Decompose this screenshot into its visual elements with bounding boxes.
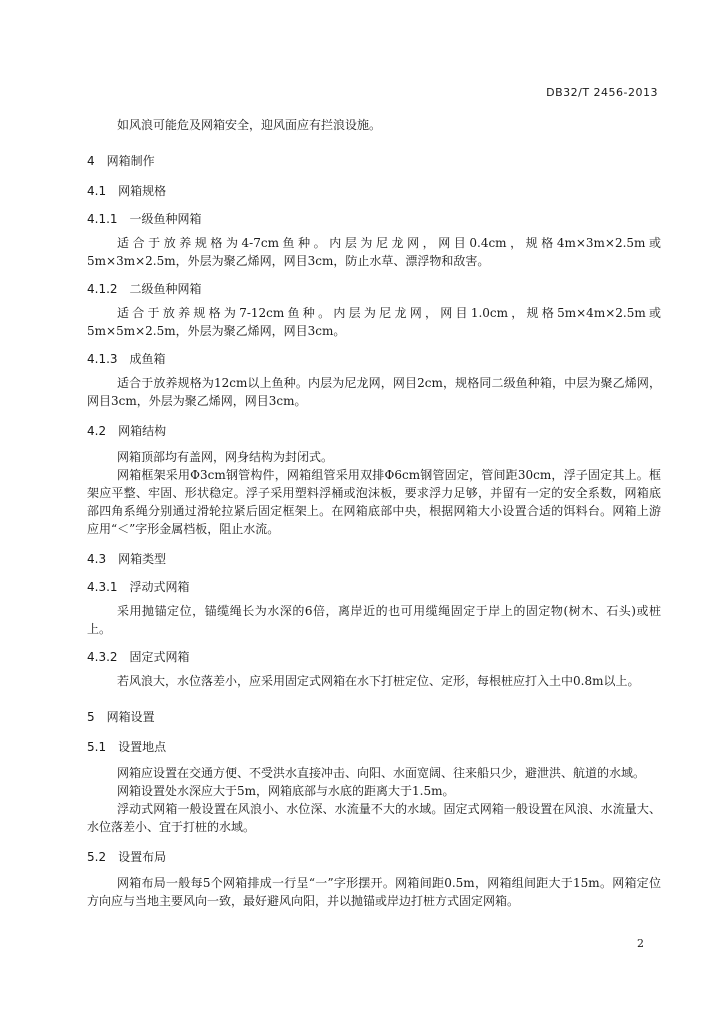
heading-number: 4.3.1 [87, 580, 118, 594]
paragraph-5-1-a: 网箱应设置在交通方便、不受洪水直接冲击、向阳、水面宽阔、往来船只少，避泄洪、航道的水域。 [117, 766, 646, 780]
heading-title: 网箱设置 [106, 710, 155, 724]
heading-number: 4.2 [87, 424, 107, 438]
heading-number: 4.1.2 [87, 282, 118, 296]
heading-title: 网箱规格 [118, 184, 167, 198]
heading-4-1-3 [87, 350, 661, 368]
heading-number: 5.2 [87, 850, 107, 864]
heading-number: 4.1.3 [87, 352, 118, 366]
heading-number: 4.1.1 [87, 212, 118, 226]
heading-number: 4.1 [87, 184, 107, 198]
paragraph-4-2-a: 网箱顶部均有盖网，网身结构为封闭式。 [117, 450, 334, 464]
heading-4-3 [87, 550, 661, 568]
heading-5 [87, 708, 661, 726]
standard-code: DB32/T 2456-2013 [546, 86, 658, 99]
paragraph-5-1-b: 网箱设置处水深应大于5m，网箱底部与水底的距离大于1.5m。 [117, 784, 455, 798]
heading-4-2 [87, 422, 661, 440]
heading-4 [87, 152, 661, 170]
heading-title: 设置地点 [118, 740, 167, 754]
page-number: 2 [637, 937, 644, 950]
heading-4-1 [87, 182, 661, 200]
paragraph-5-2: 网箱布局一般每5个网箱排成一行呈“一”字形摆开。网箱间距0.5m，网箱组间距大于15m。网箱定位方向应与当地主要风向一致，最好避风向阳，并以抛锚或岸边打桩方式固定网箱。 [87, 876, 661, 908]
heading-4-1-2 [87, 280, 661, 298]
paragraph-4-2-b: 网箱框架采用Φ3cm钢管构件，网箱组管采用双排Φ6cm钢管固定，管间距30cm，浮子固定其上。框架应平整、牢固、形状稳定。浮子采用塑料浮桶或泡沫板，要求浮力足够，并留有一定的安全系数，网箱底部四角系绳分别通过滑轮拉紧后固定框架上。在网箱底部中央，根据网箱大小设置合适的饵料台。网箱上游应用“＜”字形金属档板，阻止水流。 [87, 468, 661, 536]
heading-title: 浮动式网箱 [129, 580, 190, 594]
paragraph-4-1-2: 适合于放养规格为7-12cm鱼种。内层为尼龙网，网目1.0cm，规格5m×4m×2.5m或5m×5m×2.5m，外层为聚乙烯网，网目3cm。 [87, 306, 661, 338]
heading-number: 4.3 [87, 552, 107, 566]
heading-number: 5.1 [87, 740, 107, 754]
heading-title: 网箱结构 [118, 424, 167, 438]
heading-title: 一级鱼种网箱 [129, 212, 202, 226]
heading-title: 固定式网箱 [129, 650, 190, 664]
heading-5-1 [87, 738, 661, 756]
intro-paragraph: 如风浪可能危及网箱安全，迎风面应有拦浪设施。 [117, 118, 382, 132]
paragraph-4-3-2: 若风浪大，水位落差小，应采用固定式网箱在水下打桩定位、定形，每根桩应打入土中0.8m以上。 [117, 674, 640, 688]
heading-5-2 [87, 848, 661, 866]
heading-4-3-1 [87, 578, 661, 596]
paragraph-4-1-1: 适合于放养规格为4-7cm鱼种。内层为尼龙网，网目0.4cm，规格4m×3m×2.5m或5m×3m×2.5m，外层为聚乙烯网，网目3cm，防止水草、漂浮物和敌害。 [87, 236, 661, 268]
heading-title: 网箱制作 [106, 154, 155, 168]
document-body [87, 116, 661, 910]
paragraph-4-3-1: 采用抛锚定位，锚缆绳长为水深的6倍，离岸近的也可用缆绳固定于岸上的固定物(树木、石头)或桩上。 [87, 604, 661, 636]
heading-title: 成鱼箱 [129, 352, 166, 366]
heading-number: 5 [87, 710, 95, 724]
heading-title: 二级鱼种网箱 [129, 282, 202, 296]
heading-number: 4.3.2 [87, 650, 118, 664]
paragraph-4-1-3: 适合于放养规格为12cm以上鱼种。内层为尼龙网，网目2cm，规格同二级鱼种箱，中层为聚乙烯网，网目3cm，外层为聚乙烯网，网目3cm。 [87, 376, 661, 408]
paragraph-5-1-c: 浮动式网箱一般设置在风浪小、水位深、水流量不大的水域。固定式网箱一般设置在风浪、水流量大、水位落差小、宜于打桩的水域。 [87, 802, 661, 834]
heading-4-3-2 [87, 648, 661, 666]
heading-number: 4 [87, 154, 95, 168]
heading-title: 网箱类型 [118, 552, 167, 566]
heading-4-1-1 [87, 210, 661, 228]
heading-title: 设置布局 [118, 850, 167, 864]
